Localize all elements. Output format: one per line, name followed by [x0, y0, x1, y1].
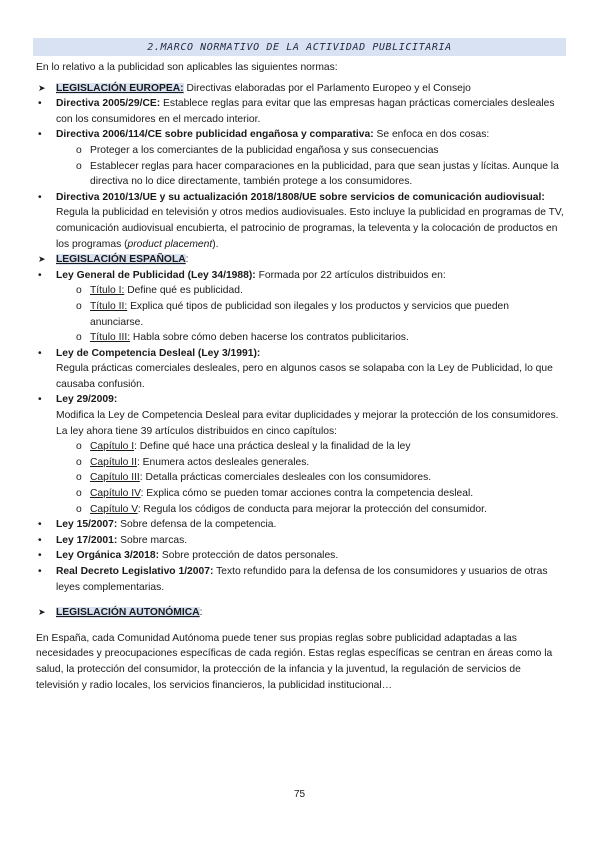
bullet-icon: • [38, 98, 42, 110]
rdl-text: Texto refundido para la defensa de los consumidores y usuarios de otras leyes complementarias. [56, 566, 548, 593]
list-item-lgp [36, 268, 564, 284]
circle-bullet-icon: o [76, 472, 82, 484]
c1-text: : Define qué hace una práctica desleal y la finalidad de la ley [134, 441, 411, 453]
circle-bullet-icon: o [76, 488, 82, 500]
list-item-dir2010 [36, 190, 564, 252]
l15-text: Sobre defensa de la competencia. [117, 519, 277, 531]
sublist-item-c4 [36, 486, 564, 502]
l15-title: Ley 15/2007: [56, 519, 118, 531]
section-title: 2.MARCO NORMATIVO DE LA ACTIVIDAD PUBLICITARIA [147, 41, 452, 53]
circle-bullet-icon: o [76, 456, 82, 468]
c2-label: Capítulo II [90, 456, 137, 468]
es-heading-colon: : [185, 254, 189, 266]
list-item-l29 [36, 392, 564, 408]
document-body [36, 58, 564, 693]
list-item-l17 [36, 533, 564, 549]
bullet-icon: • [38, 129, 42, 141]
auto-paragraph: En España, cada Comunidad Autónoma puede tener sus propias reglas sobre publicidad adaptadas a las necesidades y preocupaciones específicas de cada región. Estas reglas específicas se centran en áreas como la salud, la protección del consumidor, la protección de la infancia y la juventud, la regulación de servicios de televisión y radio locales, los servicios financieros, la publicidad institucional… [36, 632, 553, 691]
sublist-item-dir2006-1 [36, 143, 564, 159]
dir2006-sub2: Establecer reglas para hacer comparaciones en la publicidad, para que sean justas y lícitas. Aunque la directiva no lo dice directamente, también protege a los consumidores. [90, 160, 559, 188]
sublist-item-dir2006-2 [36, 159, 564, 190]
bullet-icon: • [38, 269, 42, 281]
list-item-lcd [36, 346, 564, 362]
page-number: 75 [293, 789, 306, 800]
bullet-icon: • [38, 566, 42, 577]
list-item-dir2005 [36, 96, 564, 127]
circle-bullet-icon: o [76, 441, 82, 453]
sublist-item-lgp-t2 [36, 299, 564, 330]
dir2005-title: Directiva 2005/29/CE: [56, 98, 161, 110]
circle-bullet-icon: o [76, 503, 82, 515]
arrow-bullet-icon: ➤ [38, 82, 46, 93]
circle-bullet-icon: o [76, 332, 82, 344]
sublist-item-c3 [36, 470, 564, 486]
c4-label: Capítulo IV [90, 488, 141, 500]
dir2006-title: Directiva 2006/114/CE sobre publicidad engañosa y comparativa: [56, 129, 374, 141]
eu-heading: LEGISLACIÓN EUROPEA: [56, 82, 184, 94]
dir2006-text: Se enfoca en dos cosas: [373, 129, 490, 141]
c5-text: : Regula los códigos de conducta para mejorar la protección del consumidor. [137, 503, 487, 515]
sublist-item-c1 [36, 439, 564, 455]
auto-heading-colon: : [199, 607, 203, 619]
c4-text: : Explica cómo se pueden tomar acciones contra la competencia desleal. [140, 488, 474, 500]
c1-label: Capítulo I [90, 441, 135, 453]
dir2006-sub1: Proteger a los comerciantes de la publicidad engañosa y sus consecuencias [90, 144, 439, 156]
sublist-item-lgp-t3 [36, 330, 564, 346]
lgp-title: Ley General de Publicidad (Ley 34/1988): [56, 269, 256, 281]
lgp-text: Formada por 22 artículos distribuidos en: [255, 269, 446, 281]
circle-bullet-icon: o [76, 144, 82, 156]
lo3-title: Ley Orgánica 3/2018: [56, 550, 160, 562]
lgp-t2-label: Título II: [90, 300, 128, 312]
bullet-icon: • [38, 394, 42, 406]
bullet-icon: • [38, 550, 42, 562]
l17-title: Ley 17/2001: [56, 534, 118, 546]
dir2010-end: ). [212, 238, 219, 250]
circle-bullet-icon: o [76, 285, 82, 297]
lgp-t2-text: Explica qué tipos de publicidad son ilegales y los productos y servicios que pueden anunciarse. [90, 300, 509, 328]
c3-text: : Detalla prácticas comerciales desleales con los consumidores. [139, 472, 432, 484]
sublist-item-c2 [36, 455, 564, 471]
list-item-lo3 [36, 548, 564, 564]
lgp-t3-label: Título III: [90, 332, 131, 344]
dir2005-text: Establece reglas para evitar que las empresas hagan prácticas comerciales desleales con los consumidores en el mercado interior. [56, 98, 555, 125]
c2-text: : Enumera actos desleales generales. [136, 456, 310, 468]
dir2010-title: Directiva 2010/13/UE y su actualización 2018/1808/UE sobre servicios de comunicación audiovisual: [56, 191, 545, 203]
lcd-text: Regula prácticas comerciales desleales, pero en algunos casos se solapaba con la Ley de Publicidad, lo que causaba confusión. [56, 363, 553, 390]
list-item-l15 [36, 517, 564, 533]
circle-bullet-icon: o [76, 300, 82, 312]
l29-title: Ley 29/2009: [56, 394, 118, 406]
dir2010-italic: product placement [127, 238, 213, 250]
lgp-t1-text: Define qué es publicidad. [124, 285, 243, 297]
dir2010-text: Regula la publicidad en televisión y otros medios audiovisuales. Esto incluye la publicidad en programas de TV, comunicación audiovisual encubierta, el patrocinio de programas, la televenta y la colocación de productos en los programas ( [56, 207, 564, 250]
lcd-title: Ley de Competencia Desleal (Ley 3/1991): [56, 347, 261, 359]
sublist-item-lgp-t1 [36, 283, 564, 299]
bullet-icon: • [38, 191, 42, 203]
rdl-title: Real Decreto Legislativo 1/2007: [56, 566, 214, 577]
circle-bullet-icon: o [76, 160, 82, 172]
bullet-icon: • [38, 534, 42, 546]
section-header-bar [33, 38, 566, 56]
list-item-rdl [36, 564, 564, 595]
es-heading-row [36, 252, 564, 268]
c5-label: Capítulo V [90, 503, 138, 515]
bullet-icon: • [38, 519, 42, 531]
lgp-t1-label: Título I: [90, 285, 125, 297]
lo3-text: Sobre protección de datos personales. [159, 550, 339, 562]
eu-heading-row [36, 81, 564, 97]
l17-text: Sobre marcas. [117, 534, 188, 546]
intro-paragraph: En lo relativo a la publicidad son aplicables las siguientes normas: [36, 62, 338, 73]
c3-label: Capítulo III [90, 472, 140, 484]
auto-heading: LEGISLACIÓN AUTONÓMICA [56, 607, 200, 619]
arrow-bullet-icon: ➤ [38, 607, 46, 618]
arrow-bullet-icon: ➤ [38, 254, 46, 265]
es-heading: LEGISLACIÓN ESPAÑOLA [56, 254, 186, 266]
eu-heading-text: Directivas elaboradas por el Parlamento Europeo y el Consejo [183, 82, 471, 94]
l29-text: Modifica la Ley de Competencia Desleal para evitar duplicidades y mejorar la protección de los consumidores. La ley ahora tiene 39 artículos distribuidos en cinco capítulos: [56, 410, 559, 437]
list-item-dir2006 [36, 127, 564, 143]
auto-heading-row [36, 605, 564, 621]
sublist-item-c5 [36, 502, 564, 518]
lgp-t3-text: Habla sobre cómo deben hacerse los contratos publicitarios. [130, 332, 409, 344]
bullet-icon: • [38, 347, 42, 359]
